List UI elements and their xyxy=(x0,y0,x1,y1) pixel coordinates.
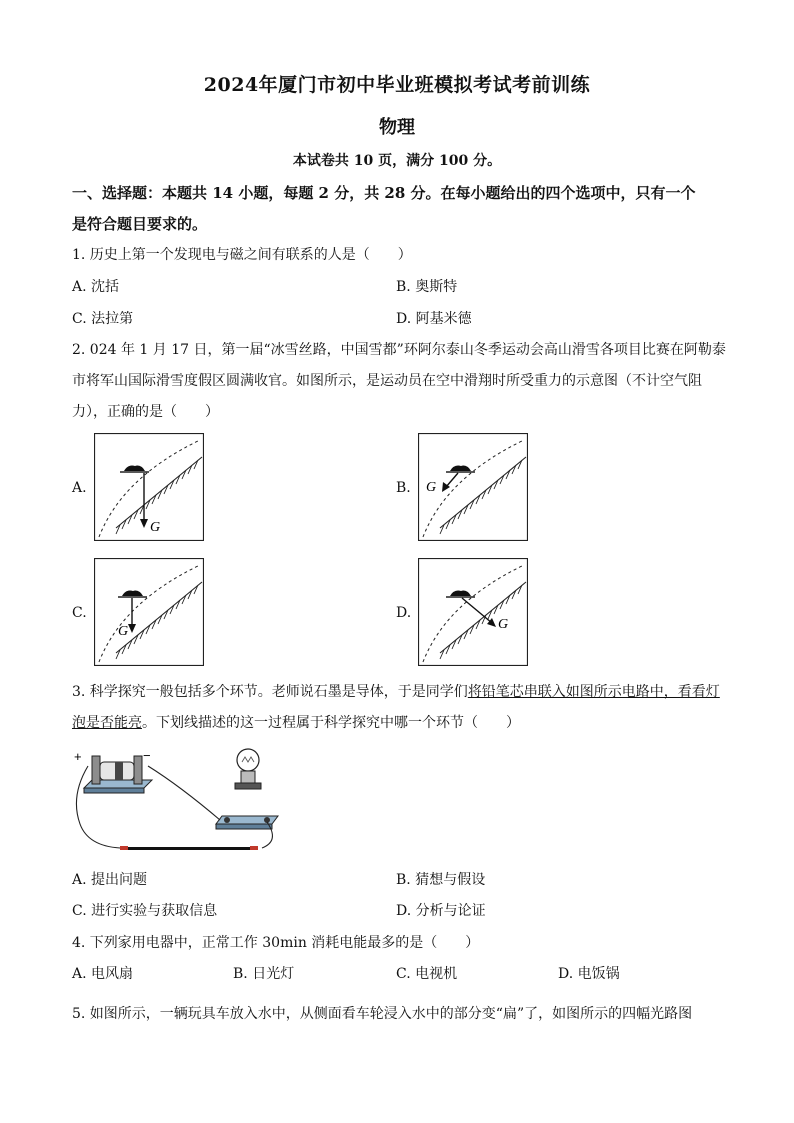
q2-label-b: B. xyxy=(396,480,411,496)
q1-stem: 1. 历史上第一个发现电与磁之间有联系的人是（ ） xyxy=(72,247,412,263)
battery-holder-icon xyxy=(84,756,152,793)
exam-title: 2024年厦门市初中毕业班模拟考试考前训练 xyxy=(203,74,591,96)
q4-option-c: C. 电视机 xyxy=(396,966,458,982)
q2-stem-line3: 力），正确的是（ ） xyxy=(72,404,219,420)
q3-stem-line1-underlined: 将铅笔芯串联入如图所示电路中，看看灯 xyxy=(467,684,720,700)
light-bulb-icon xyxy=(216,749,278,829)
q2-label-c: C. xyxy=(72,605,87,621)
q3-stem-line1-plain: 3. 科学探究一般包括多个环节。老师说石墨是导体，于是同学们 xyxy=(72,684,468,700)
q3-stem-line1 xyxy=(72,681,720,701)
q2-figure-a xyxy=(94,433,204,541)
q1-option-a: A. 沈括 xyxy=(72,279,120,295)
subject-title: 物理 xyxy=(379,117,415,138)
figure-frame xyxy=(95,559,204,666)
q2-label-d: D. xyxy=(396,605,412,621)
q4-option-b: B. 日光灯 xyxy=(233,966,295,982)
q2-stem-line1: 2. 024 年 1 月 17 日，第一届“冰雪丝路，中国雪都”环阿尔泰山冬季运动会高山滑雪各项目比赛在阿勒泰 xyxy=(72,342,726,358)
exam-info: 本试卷共 10 页，满分 100 分。 xyxy=(292,153,502,169)
q4-option-a: A. 电风扇 xyxy=(72,966,134,982)
gravity-label: G xyxy=(426,480,437,495)
positive-terminal-label: + xyxy=(74,749,82,764)
q4-option-d: D. 电饭锅 xyxy=(558,966,620,982)
q2-figure-b xyxy=(418,433,528,541)
q3-option-d: D. 分析与论证 xyxy=(396,903,486,919)
figure-frame xyxy=(95,434,204,541)
figure-frame xyxy=(419,559,528,666)
q3-stem-line2 xyxy=(72,712,520,732)
q3-circuit-figure xyxy=(70,746,282,858)
q2-figure-d xyxy=(418,558,528,666)
q3-option-b: B. 猜想与假设 xyxy=(396,872,486,888)
q2-label-a: A. xyxy=(72,480,87,496)
wire-middle xyxy=(148,766,220,820)
q3-option-c: C. 进行实验与获取信息 xyxy=(72,903,218,919)
q1-option-d: D. 阿基米德 xyxy=(396,311,472,327)
section-heading-line2: 是符合题目要求的。 xyxy=(72,215,208,233)
q2-figure-c xyxy=(94,558,204,666)
pencil-lead-icon xyxy=(120,846,258,850)
gravity-label: G xyxy=(498,617,509,632)
q3-stem-line2-underlined: 泡是否能亮 xyxy=(72,715,142,731)
gravity-label: G xyxy=(118,624,129,639)
q1-option-b: B. 奥斯特 xyxy=(396,279,458,295)
q5-stem-line1: 5. 如图所示，一辆玩具车放入水中，从侧面看车轮浸入水中的部分变“扁”了，如图所示的四幅光路图 xyxy=(72,1006,693,1022)
q1-option-c: C. 法拉第 xyxy=(72,311,134,327)
section-heading-line1: 一、选择题：本题共 14 小题，每题 2 分，共 28 分。在每小题给出的四个选项中，只有一个 xyxy=(72,184,696,202)
q4-stem: 4. 下列家用电器中，正常工作 30min 消耗电能最多的是（ ） xyxy=(72,935,480,951)
gravity-label: G xyxy=(150,520,161,535)
negative-terminal-label: − xyxy=(143,748,151,763)
q3-stem-line2-plain: 。下划线描述的这一过程属于科学探究中哪一个环节（ ） xyxy=(142,715,520,731)
q3-option-a: A. 提出问题 xyxy=(72,872,148,888)
q2-stem-line2: 市将军山国际滑雪度假区圆满收官。如图所示，是运动员在空中滑翔时所受重力的示意图（不计空气阻 xyxy=(72,373,702,389)
